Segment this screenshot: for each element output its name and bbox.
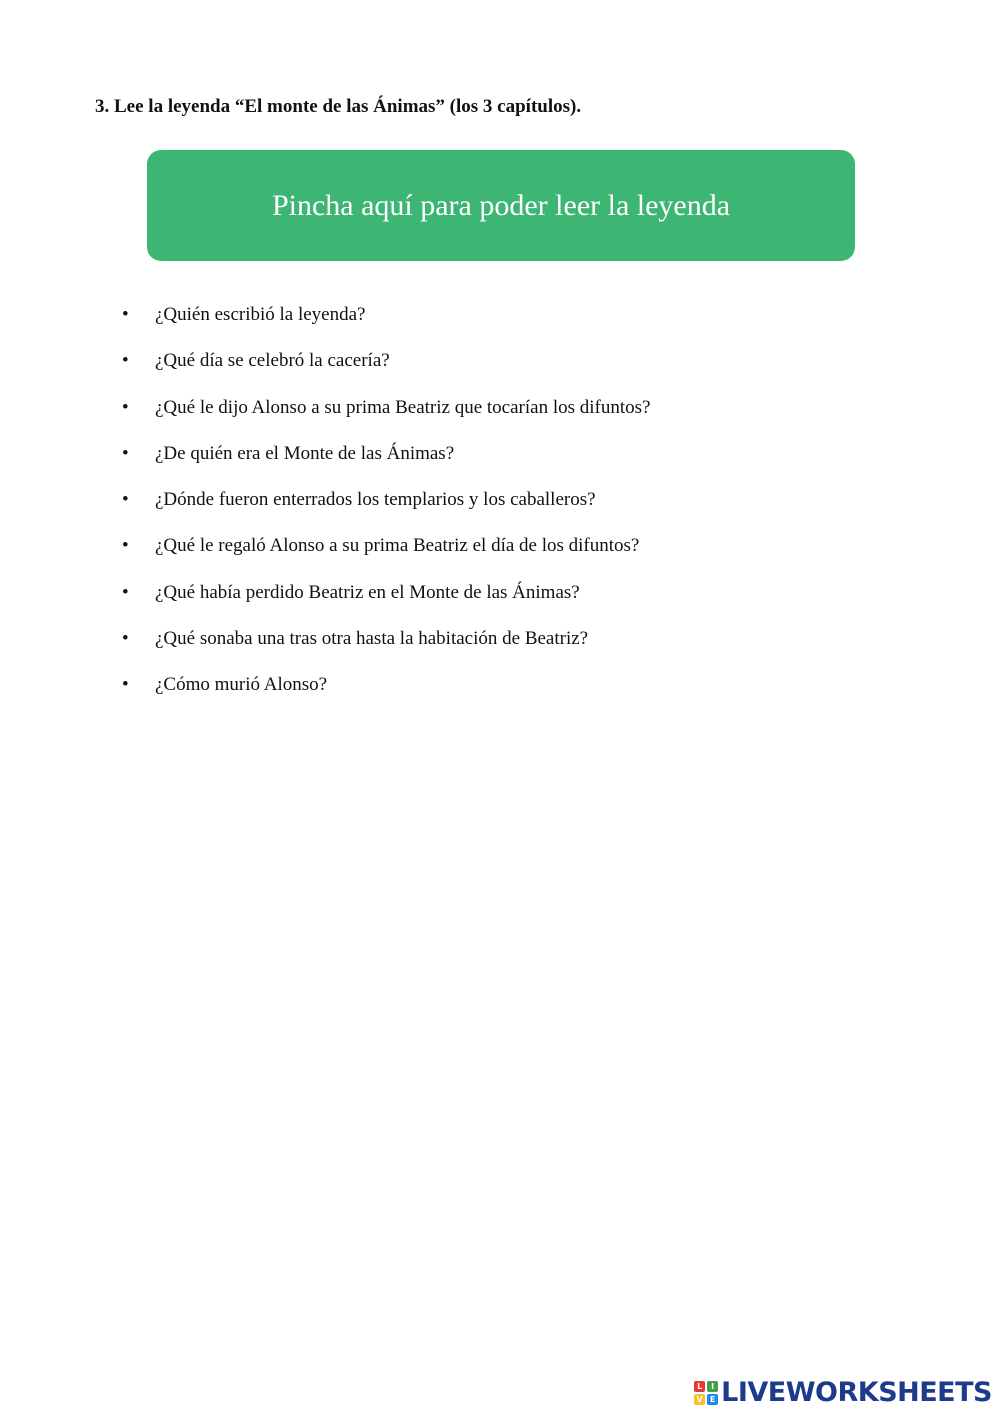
- bullet-icon: •: [122, 535, 129, 557]
- instruction-heading: 3. Lee la leyenda “El monte de las Ánimas” (los 3 capítulos).: [95, 96, 582, 117]
- bullet-icon: •: [122, 489, 129, 511]
- question-item: [0, 441, 1000, 487]
- logo-tile: I: [707, 1381, 718, 1392]
- liveworksheets-logo-icon: [694, 1381, 718, 1405]
- logo-tile: V: [694, 1394, 705, 1405]
- question-text: ¿Quién escribió la leyenda?: [155, 304, 366, 325]
- question-text: ¿De quién era el Monte de las Ánimas?: [155, 442, 455, 464]
- bullet-icon: •: [122, 350, 129, 372]
- question-item: [0, 348, 1000, 394]
- question-item: [0, 580, 1000, 626]
- read-legend-link-button[interactable]: [147, 150, 855, 261]
- bullet-icon: •: [122, 674, 129, 696]
- question-text: ¿Qué día se celebró la cacería?: [155, 350, 390, 372]
- question-item: [0, 626, 1000, 672]
- question-item: [0, 533, 1000, 579]
- liveworksheets-watermark: [694, 1378, 992, 1408]
- question-item: [0, 302, 1000, 348]
- logo-tile: E: [707, 1394, 718, 1405]
- question-text: ¿Qué sonaba una tras otra hasta la habitación de Beatriz?: [155, 628, 589, 650]
- question-list: [0, 302, 1000, 719]
- question-text: ¿Qué había perdido Beatriz en el Monte de las Ánimas?: [155, 581, 580, 603]
- bullet-icon: •: [122, 442, 129, 464]
- liveworksheets-wordmark: LIVEWORKSHEETS: [721, 1377, 992, 1408]
- question-text: ¿Qué le regaló Alonso a su prima Beatriz el día de los difuntos?: [155, 535, 640, 557]
- question-text: ¿Dónde fueron enterrados los templarios y los caballeros?: [155, 489, 596, 511]
- bullet-icon: •: [122, 304, 129, 325]
- bullet-icon: •: [122, 581, 129, 603]
- question-text: ¿Cómo murió Alonso?: [155, 674, 328, 696]
- logo-tile: L: [694, 1381, 705, 1392]
- question-item: [0, 672, 1000, 718]
- bullet-icon: •: [122, 396, 129, 418]
- read-legend-link-label: Pincha aquí para poder leer la leyenda: [271, 188, 731, 222]
- question-item: [0, 395, 1000, 441]
- question-item: [0, 487, 1000, 533]
- question-text: ¿Qué le dijo Alonso a su prima Beatriz que tocarían los difuntos?: [155, 396, 651, 418]
- bullet-icon: •: [122, 628, 129, 650]
